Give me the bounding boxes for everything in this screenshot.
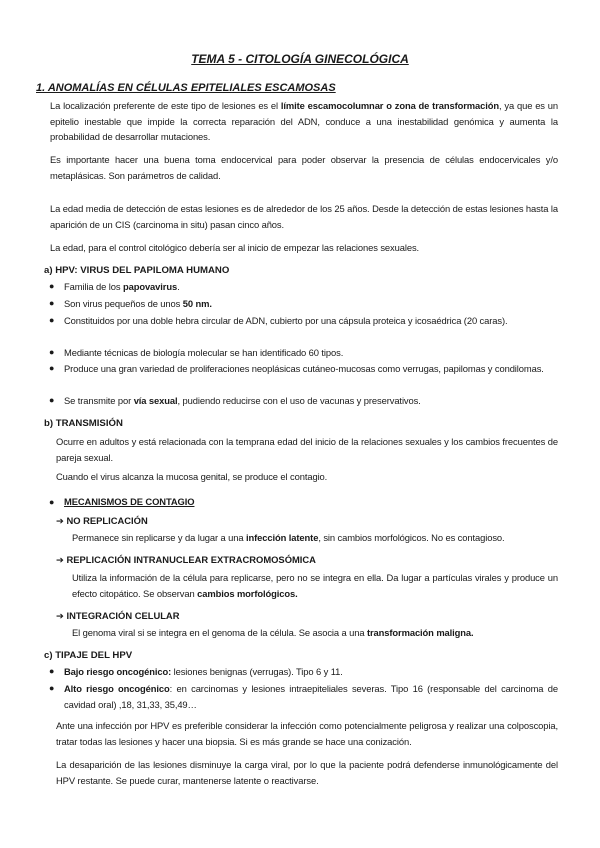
section-1-paragraph-1: La localización preferente de este tipo de lesiones es el límite escamocolumnar o zona de transformación, ya que es un epitelio inestable que impide la correcta reparación del ADN, conduce a una inestabilidad genómica y aumenta la probabilidad de desarrollar mutaciones. bbox=[50, 100, 558, 142]
hpv-type-low-risk: Bajo riesgo oncogénico: lesiones benignas (verrugas). Tipo 6 y 11. bbox=[64, 666, 343, 677]
bullet-icon: ● bbox=[49, 363, 55, 373]
bullet-icon: ● bbox=[49, 683, 55, 693]
bullet-icon: ● bbox=[49, 395, 55, 405]
mechanism-1-text: Permanece sin replicarse y da lugar a una infección latente, sin cambios morfológicos. No es contagioso. bbox=[72, 532, 505, 543]
mechanism-2-text: Utiliza la información de la célula para replicarse, pero no se integra en ella. Da lugar a partículas virales y produce un efecto citopático. Se observan cambios morfológicos. bbox=[72, 572, 558, 599]
hpv-type-high-risk: Alto riesgo oncogénico: en carcinomas y lesiones intraepiteliales severas. Tipo 16 (responsable del carcinoma de cavidad oral) ,18, 31,33, 35,49… bbox=[64, 683, 558, 710]
transmission-paragraph-1: Ocurre en adultos y está relacionada con la temprana edad del inicio de la relaciones sexuales y los cambios frecuentes de pareja sexual. bbox=[56, 436, 558, 463]
hpv-bullet-6: Se transmite por vía sexual, pudiendo reducirse con el uso de vacunas y preservativos. bbox=[64, 395, 421, 406]
mechanism-2-heading: ➔ REPLICACIÓN INTRANUCLEAR EXTRACROMOSÓMICA bbox=[56, 554, 316, 565]
section-1-heading: 1. ANOMALÍAS EN CÉLULAS EPITELIALES ESCAMOSAS bbox=[36, 82, 336, 94]
transmission-paragraph-2: Cuando el virus alcanza la mucosa genital, se produce el contagio. bbox=[56, 471, 328, 482]
hpv-bullet-3: Constituidos por una doble hebra circular de ADN, cubierto por una cápsula proteica y icosaédrica (20 caras). bbox=[64, 315, 508, 326]
section-b-heading: b) TRANSMISIÓN bbox=[44, 418, 123, 429]
bullet-icon: ● bbox=[49, 347, 55, 357]
hpv-bullet-4: Mediante técnicas de biología molecular se han identificado 60 tipos. bbox=[64, 347, 344, 358]
section-1-paragraph-3: La edad media de detección de estas lesiones es de alrededor de los 25 años. Desde la detección de estas lesiones hasta la aparición de un CIS (carcinoma in situ) pasan cinco años. bbox=[50, 203, 558, 230]
mechanism-3-text: El genoma viral si se integra en el genoma de la célula. Se asocia a una transformación maligna. bbox=[72, 627, 474, 638]
page-title: TEMA 5 - CITOLOGÍA GINECOLÓGICA bbox=[191, 52, 409, 66]
mechanism-3-heading: ➔ INTEGRACIÓN CELULAR bbox=[56, 610, 180, 621]
mechanisms-heading: MECANISMOS DE CONTAGIO bbox=[64, 496, 195, 507]
hpv-bullet-5: Produce una gran variedad de proliferaciones neoplásicas cutáneo-mucosas como verrugas, papilomas y condilomas. bbox=[64, 363, 544, 374]
bullet-icon: ● bbox=[49, 497, 55, 507]
hpv-bullet-2: Son virus pequeños de unos 50 nm. bbox=[64, 298, 212, 309]
bullet-icon: ● bbox=[49, 666, 55, 676]
typing-paragraph-1: Ante una infección por HPV es preferible considerar la infección como potencialmente peligrosa y realizar una colposcopia, tratar todas las lesiones y hacer una biopsia. Si es más grande se hace una conización. bbox=[56, 720, 558, 747]
section-1-paragraph-2: Es importante hacer una buena toma endocervical para poder observar la presencia de células endocervicales y/o metaplásicas. Son parámetros de calidad. bbox=[50, 154, 558, 181]
bullet-icon: ● bbox=[49, 281, 55, 291]
typing-paragraph-2: La desaparición de las lesiones disminuye la carga viral, por lo que la paciente podrá defenderse inmunológicamente del HPV restante. Se puede curar, mantenerse latente o reactivarse. bbox=[56, 759, 558, 786]
section-a-heading: a) HPV: VIRUS DEL PAPILOMA HUMANO bbox=[44, 265, 230, 276]
hpv-bullet-1: Familia de los papovavirus. bbox=[64, 281, 180, 292]
mechanism-1-heading: ➔ NO REPLICACIÓN bbox=[56, 515, 148, 526]
bullet-icon: ● bbox=[49, 298, 55, 308]
bullet-icon: ● bbox=[49, 315, 55, 325]
section-c-heading: c) TIPAJE DEL HPV bbox=[44, 650, 133, 661]
section-1-paragraph-4: La edad, para el control citológico debería ser al inicio de empezar las relaciones sexuales. bbox=[50, 242, 420, 253]
